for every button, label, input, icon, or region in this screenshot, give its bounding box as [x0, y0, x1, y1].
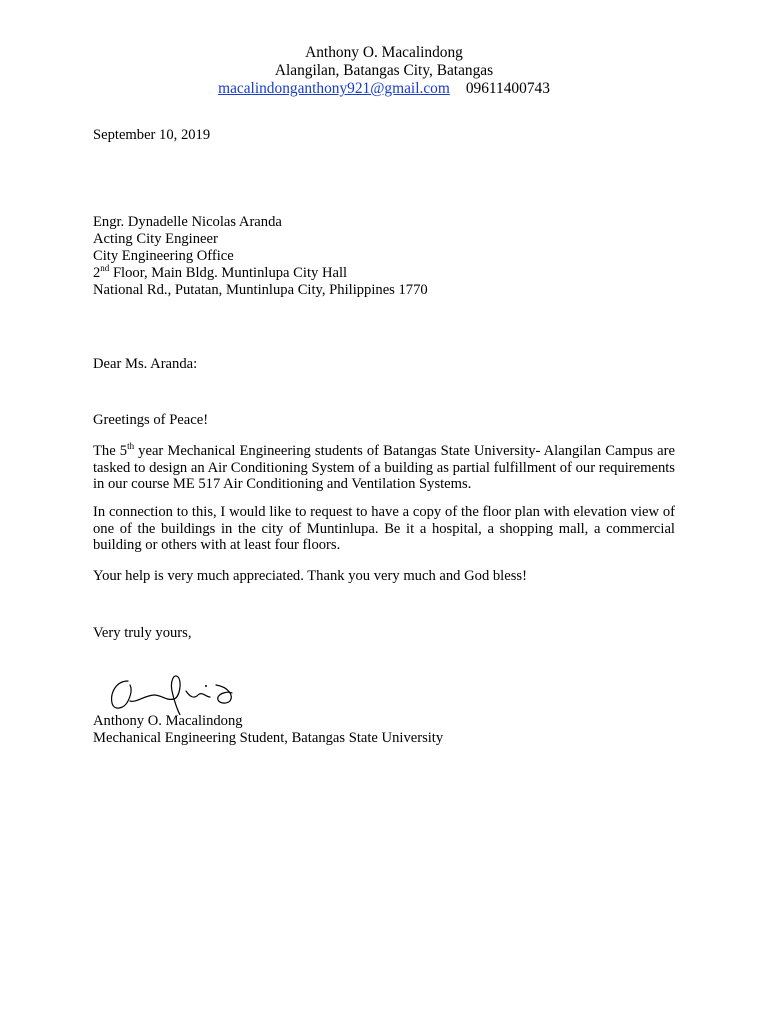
body-paragraph-3: Your help is very much appreciated. Thank you very much and God bless! [93, 568, 527, 584]
p1-sup: th [127, 441, 135, 451]
salutation: Dear Ms. Aranda: [93, 356, 198, 372]
body-paragraph-2: In connection to this, I would like to request to have a copy of the floor plan with elevation view of one of the buildings in the city of Muntinlupa. Be it a hospital, a shopping mall, a commercial building or others with at least four floors. [93, 504, 675, 553]
floor-suffix: nd [100, 263, 110, 273]
recipient-floor [93, 265, 347, 282]
signatory-title: Mechanical Engineering Student, Batangas State University [93, 730, 444, 746]
greeting: Greetings of Peace! [93, 412, 209, 428]
recipient-name: Engr. Dynadelle Nicolas Aranda [93, 214, 282, 230]
floor-number: 2 [93, 265, 101, 281]
recipient-street: National Rd., Putatan, Muntinlupa City, Philippines 1770 [93, 282, 428, 298]
sender-contact [0, 80, 768, 98]
signatory-name: Anthony O. Macalindong [93, 713, 243, 729]
p1-rest: year Mechanical Engineering students of Batangas State University- Alangilan Campus are tasked to design an Air Conditioning System of a building as partial fulfillment of our requirements in our course ME 517 Air Conditioning and Ventilation Systems. [93, 443, 675, 492]
letter-date: September 10, 2019 [93, 127, 211, 143]
signature-icon [106, 671, 238, 715]
body-paragraph-1 [93, 443, 675, 493]
sender-email-link[interactable]: macalindonganthony921@gmail.com [218, 80, 450, 97]
floor-rest: Floor, Main Bldg. Muntinlupa City Hall [109, 265, 348, 281]
recipient-office: City Engineering Office [93, 248, 234, 264]
closing: Very truly yours, [93, 625, 192, 641]
sender-name: Anthony O. Macalindong [305, 44, 463, 61]
sender-phone: 09611400743 [465, 80, 550, 97]
p1-start: The 5 [93, 443, 128, 459]
recipient-title: Acting City Engineer [93, 231, 218, 247]
sender-address: Alangilan, Batangas City, Batangas [274, 62, 494, 79]
